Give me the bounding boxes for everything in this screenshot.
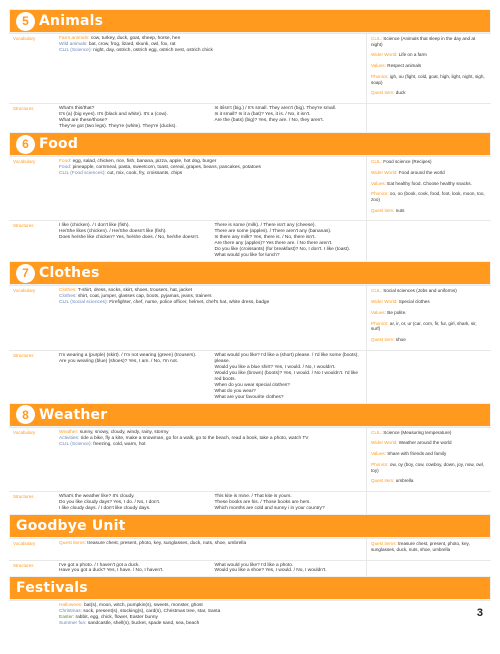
structure-line: Are you wearing (blue) (shoes)? Yes, I am. / No, I'm not. <box>59 358 179 364</box>
structures-label: Structures <box>13 106 34 112</box>
structure-line: This kite is mine. / That kite is yours. <box>214 494 292 500</box>
unit-6-section <box>9 132 491 261</box>
vocab-label: Vocabulary <box>13 429 36 435</box>
unit-6-side-notes <box>366 157 491 220</box>
page-number: 3 <box>476 607 483 620</box>
unit-8-vocab-row <box>9 427 491 491</box>
side-key: Wider World: <box>371 299 398 305</box>
unit-8-section <box>9 403 491 514</box>
side-value: Social sciences (Jobs and uniforms) <box>383 288 457 294</box>
side-value: Food science (Recipes) <box>383 159 432 165</box>
vocab-value: ride a bike, fly a kite, make a snowman, go for a walk, go to the beach, read a book, take a photo, watch TV <box>80 435 309 441</box>
festivals-title-bar <box>9 576 491 600</box>
unit-6-vocab-row <box>9 156 491 220</box>
unit-8-structures-content <box>55 492 366 514</box>
unit-7-number: 7 <box>16 264 35 283</box>
unit-8-name: Weather <box>39 406 108 423</box>
goodbye-side-notes <box>366 539 491 559</box>
unit-7-side-notes <box>366 286 491 349</box>
side-line <box>371 90 487 96</box>
side-value: Respect animals <box>387 63 422 69</box>
side-value: treasure chest, present, photo, key, sunglasses, duck, nuts, shoe, umbrella <box>371 541 470 552</box>
structure-line: I like cloudy days. / I don't like cloudy days. <box>59 506 151 512</box>
unit-6-number: 6 <box>16 135 35 154</box>
festivals-content <box>55 601 491 629</box>
vocab-value: bat, crow, frog, lizard, skunk, owl, fox, rat <box>88 41 176 47</box>
side-key: Wider World: <box>371 169 398 175</box>
structure-line: When do you wear special clothes? <box>214 382 290 388</box>
side-key: Values: <box>371 309 386 315</box>
structures-label: Structures <box>13 562 34 568</box>
vocab-value: pineapple, cornmeal, pasta, sweetcorn, toast, cereal, grapes, beans, pancakes, potatoes <box>72 165 261 171</box>
scope-and-sequence-page <box>9 9 491 629</box>
unit-8-side-blank <box>366 492 491 514</box>
structures-label: Structures <box>13 494 34 500</box>
structure-line: What are your favourite clothes? <box>214 394 284 400</box>
festival-key: Easter: <box>59 615 75 621</box>
unit-8-title-bar <box>9 403 491 427</box>
goodbye-structures-row <box>9 560 491 577</box>
vocab-key: Quest items: <box>59 541 86 547</box>
structure-line: Which months are cold and sunny i in your country? <box>214 506 325 512</box>
side-value: Science (Measuring temperature) <box>383 429 452 435</box>
side-key: CLIL: <box>371 36 382 41</box>
goodbye-unit-section <box>9 514 491 576</box>
side-key: CLIL: <box>371 159 382 165</box>
structure-line: What are these/those? <box>59 118 108 124</box>
festival-value: sandcastle, shell(s), bucket, spade sand, sea, beach <box>87 621 200 627</box>
structure-line: What's the weather like? It's cloudy. <box>59 494 135 500</box>
side-key: Phonics: <box>371 191 389 197</box>
unit-6-vocab-content <box>55 157 366 220</box>
structure-line: What would you like? I'd like a (short) please. / I'd like some (boots), please. <box>214 352 359 364</box>
side-key: Quest items: <box>371 541 397 547</box>
side-line <box>371 36 487 47</box>
goodbye-side-blank <box>366 561 491 577</box>
vocab-key: Wild animals: <box>59 41 88 47</box>
unit-6-structures-row <box>9 220 491 261</box>
unit-8-vocab-content <box>55 428 366 491</box>
structure-line: Are there any (apples)? Yes there are. / No there aren't. <box>214 241 333 247</box>
festival-key: Halloween: <box>59 603 83 609</box>
side-key: Quest item: <box>371 90 395 96</box>
structure-line: I'm wearing a (purple) (skirt). / I'm not wearing (green) (trousers). <box>59 352 197 358</box>
unit-8-structures-row <box>9 491 491 514</box>
vocab-value: freezing, cold, warm, hot <box>93 441 146 447</box>
unit-7-vocab-content <box>55 286 366 349</box>
side-value: Life on a farm <box>398 52 427 58</box>
vocab-key: Food: <box>59 159 72 165</box>
unit-7-section <box>9 261 491 402</box>
vocab-key: Food: <box>59 165 72 171</box>
vocab-key: CLIL (Social sciences): <box>59 300 108 306</box>
vocab-value: night, day, ostrich, ostrich egg, ostrich nest, ostrich chick <box>93 47 213 53</box>
unit-5-structures-content <box>55 104 366 132</box>
structure-line: What do you wear? <box>214 388 256 394</box>
festivals-label-blank <box>9 601 55 629</box>
unit-7-side-blank <box>366 351 491 403</box>
vocab-value: shirt, coat, jumper, glasses cap, boots, pyjamas, jeans, trainers <box>77 294 212 300</box>
side-value: Share with friends and family <box>387 451 447 457</box>
structure-line: It's (a) (big eyes). It's (black and white). It's a (cow). <box>59 112 168 118</box>
side-key: Phonics: <box>371 73 389 79</box>
unit-5-vocab-content <box>55 34 366 103</box>
unit-8-side-notes <box>366 428 491 491</box>
unit-7-vocab-row <box>9 285 491 349</box>
side-key: CLIL: <box>371 288 382 294</box>
unit-6-structures-content <box>55 221 366 261</box>
unit-6-title-bar <box>9 132 491 156</box>
side-key: Values: <box>371 63 386 69</box>
structure-line: Is it small? Is it a (bat)? Yes, it is. / No, it isn't. <box>214 112 311 118</box>
vocab-key: CLIL (Science): <box>59 47 92 53</box>
side-line <box>371 52 487 58</box>
unit-5-vocab-row <box>9 33 491 103</box>
side-key: Quest item: <box>371 207 395 213</box>
structure-line: What's this/that? <box>59 106 95 112</box>
side-key: Wider World: <box>371 52 398 58</box>
vocab-label: Vocabulary <box>13 541 36 547</box>
goodbye-title-bar <box>9 514 491 538</box>
vocab-value: egg, salad, chicken, rice, fish, banana, pizza, apple, hot dog, burger <box>72 159 217 165</box>
vocab-value: treasure chest, present, photo, key, sunglasses, duck, nuts, shoe, umbrella <box>87 541 247 547</box>
side-key: Quest item: <box>371 478 395 484</box>
side-value: Science (Animals that sleep in the day and at night) <box>371 36 476 47</box>
side-value: oo, oo (book, cook, food, foot, look, moon, too, zoo) <box>371 191 485 203</box>
festivals-row <box>9 600 491 629</box>
unit-6-side-blank <box>366 221 491 261</box>
unit-7-name: Clothes <box>39 265 100 282</box>
side-value: Be polite. <box>387 309 407 315</box>
unit-8-number: 8 <box>16 405 35 424</box>
side-key: Values: <box>371 451 386 457</box>
vocab-value: Firefighter, chef, nurse, police officer, helmet, chef's hat, white dress, badge <box>109 300 270 306</box>
vocab-label: Vocabulary <box>13 288 36 294</box>
structure-line: He/She likes (chicken). / He/She doesn't like (fish). <box>59 229 167 235</box>
vocab-value: cut, mix, cook, fry, croissants, chips <box>107 171 183 177</box>
side-value: Special clothes <box>398 299 430 305</box>
structure-line: Would you like a blue shirt? Yes, I would. / No, I wouldn't. <box>214 364 336 370</box>
vocab-label: Vocabulary <box>13 159 36 165</box>
unit-5-name: Animals <box>39 13 104 29</box>
structure-line: Would you like (brown) (boots)? Yes, I would. / No I wouldn't. I'd like red boots. <box>214 370 359 382</box>
festival-value: rabbit, egg, chick, flower, Easter bunny <box>75 615 158 621</box>
structure-line: Would you like a shoe? Yes, I would. / No, I wouldn't. <box>214 568 327 574</box>
unit-5-section <box>9 9 491 132</box>
vocab-key: CLIL (Food sciences): <box>59 171 106 177</box>
structure-line: Does he/she like chicken? Yes, he/she does. / No, he/she doesn't. <box>59 235 200 241</box>
side-key: Wider World: <box>371 440 398 446</box>
structure-line: There is some (milk). / There isn't any (cheese). <box>214 223 316 229</box>
side-value: duck <box>395 90 406 96</box>
goodbye-name: Goodbye Unit <box>16 518 126 535</box>
side-line <box>371 63 487 69</box>
unit-5-title-bar <box>9 9 491 33</box>
vocab-value: T-shirt, dress, socks, skirt, shoes, trousers, hat, jacket <box>77 288 192 294</box>
structure-line: What would you like? I'd like a photo. <box>214 562 294 568</box>
vocab-key: Clothes: <box>59 294 77 300</box>
side-value: nuts <box>395 207 405 213</box>
festival-key: Christmas: <box>59 609 82 615</box>
unit-7-title-bar <box>9 261 491 285</box>
structures-label: Structures <box>13 352 34 358</box>
unit-5-number: 5 <box>16 12 35 31</box>
side-value: Weather around the world <box>398 440 452 446</box>
vocab-label: Vocabulary <box>13 36 36 41</box>
structure-line: Is it/isn't (big.) / It's small. They aren't (big). They're small. <box>214 106 337 112</box>
side-value: Food around the world <box>398 169 445 175</box>
side-value: shoe <box>395 337 406 343</box>
unit-5-side-notes <box>366 34 491 103</box>
goodbye-vocab-content <box>55 539 366 559</box>
goodbye-vocab-row <box>9 538 491 559</box>
unit-7-structures-content <box>55 351 366 403</box>
unit-5-side-blank <box>366 104 491 132</box>
structure-line: I've got a photo. / I haven't got a duck. <box>59 562 140 568</box>
side-value: ar, ir, or, ur (car, corn, fir, fur, girl, shark, sir, surf) <box>371 320 477 332</box>
structure-line: Have you got a duck? Yes, I have. / No, I haven't. <box>59 568 164 574</box>
structures-label: Structures <box>13 223 34 229</box>
festivals-name: Festivals <box>16 580 88 597</box>
vocab-key: Weather: <box>59 429 79 435</box>
side-key: Values: <box>371 180 386 186</box>
structure-line: These books are his. / Those books are hers. <box>214 500 311 506</box>
structure-line: Do you like (croissants) (for breakfast)? No, I don't. I like (toast). What would you like for lunch? <box>214 247 351 259</box>
vocab-key: CLIL (Science): <box>59 441 92 447</box>
festival-value: bat(s), moon, witch, pumpkin(s), sweets, monster, ghost <box>84 603 203 609</box>
unit-5-structures-row <box>9 103 491 132</box>
vocab-key: Clothes: <box>59 288 77 294</box>
side-key: Phonics: <box>371 320 389 326</box>
structure-line: Is there any milk? Yes, there is. / No, there isn't. <box>214 235 316 241</box>
structure-line: Are the (bats) (big)? Yes, they are. / No, they aren't. <box>214 118 324 124</box>
vocab-key: Activities: <box>59 435 80 441</box>
structure-line: I like (chicken). / I don't like (fish). <box>59 223 130 229</box>
side-value: igh, ou (fight, cold, goat, high, light, night, sigh, soap) <box>371 73 485 85</box>
goodbye-structures-content <box>55 561 366 577</box>
side-value: ow, oy (boy, cow, cowboy, down, joy, now, owl, toy) <box>371 461 485 473</box>
vocab-value: sunny, snowy, cloudy, windy, rainy, stormy <box>79 429 169 435</box>
side-key: CLIL: <box>371 429 382 435</box>
structure-line: Do you like cloudy days? Yes, I do. / No, I don't. <box>59 500 161 506</box>
vocab-line <box>59 48 362 54</box>
structure-line: There are some (apples). / There aren't any (bananas). <box>214 229 332 235</box>
structure-line: They've got (two legs). They're (white). They're (ducks). <box>59 124 177 130</box>
festivals-section <box>9 576 491 629</box>
festival-key: Summer fun: <box>59 621 87 627</box>
vocab-value: cow, turkey, duck, goat, sheep, horse, hen <box>90 36 181 41</box>
side-key: Phonics: <box>371 461 389 467</box>
side-key: Quest item: <box>371 337 395 343</box>
unit-7-structures-row <box>9 350 491 403</box>
side-line <box>371 74 487 85</box>
vocab-key: Farm animals: <box>59 36 90 41</box>
side-value: umbrella <box>395 478 414 484</box>
unit-6-name: Food <box>39 136 79 153</box>
side-value: Eat healthy food. Choose healthy snacks. <box>387 180 472 186</box>
festival-value: sock, present(s), stocking(s), card(s), Christmas tree, star, Santa <box>83 609 221 615</box>
